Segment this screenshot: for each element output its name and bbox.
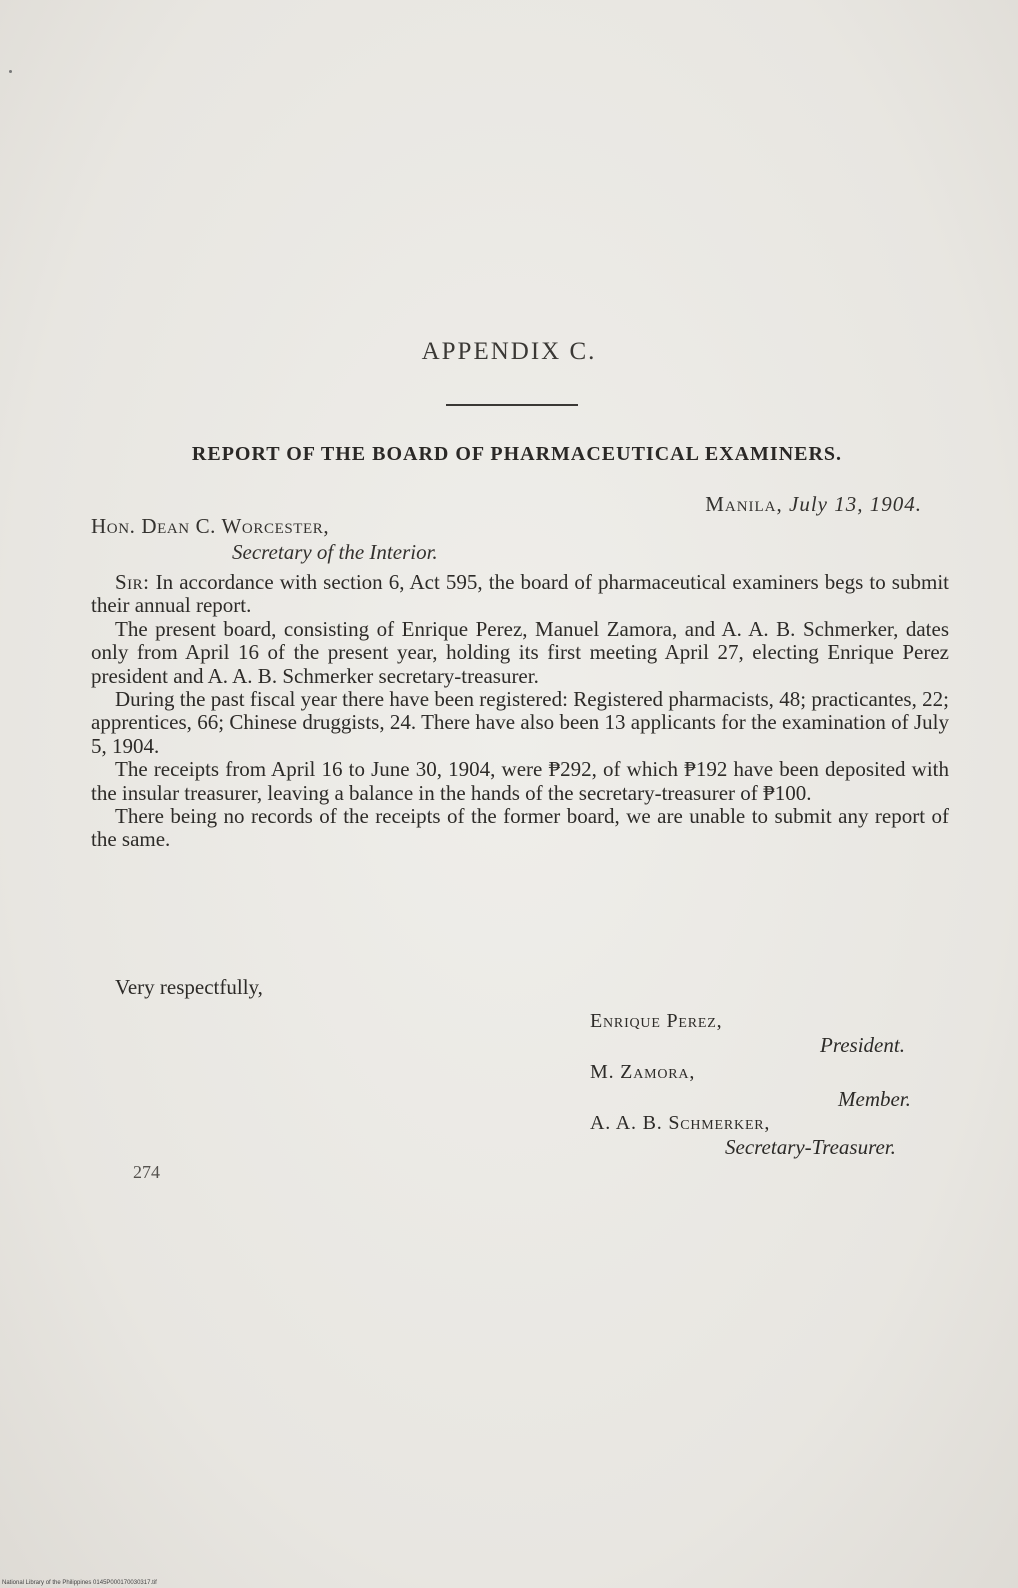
signature-role-member: Member. (838, 1087, 911, 1111)
paragraph-3: During the past fiscal year there have been registered: Registered pharmacists, 48; practicantes, 22; apprentices, 66; Chinese druggists, 24. There have also been 13 applicants for the examination of July 5, 1904. (91, 687, 949, 758)
dateline-place: Manila, (705, 492, 783, 516)
signature-role-secretary: Secretary-Treasurer. (725, 1135, 896, 1159)
paragraph-4: The receipts from April 16 to June 30, 1904, were ₱292, of which ₱192 have been deposited with the insular treasurer, leaving a balance in the hands of the secretary-treasurer of ₱100. (91, 757, 949, 805)
paragraph-1 (91, 571, 949, 618)
dateline (705, 492, 922, 517)
appendix-title: APPENDIX C. (421, 338, 597, 365)
signature-name-member: M. Zamora, (590, 1061, 696, 1083)
report-heading: REPORT OF THE BOARD OF PHARMACEUTICAL EXAMINERS. (191, 443, 843, 465)
dateline-date: July 13, 1904. (789, 492, 922, 516)
paragraph-5: There being no records of the receipts of the former board, we are unable to submit any report of the same. (91, 804, 949, 852)
addressee-name: Hon. Dean C. Worcester, (91, 514, 330, 538)
title-divider (446, 404, 578, 406)
signature-name-secretary: A. A. B. Schmerker, (590, 1112, 771, 1134)
letter-body (91, 571, 949, 852)
signature-role-president: President. (820, 1033, 905, 1057)
signature-name-president: Enrique Perez, (590, 1010, 723, 1032)
page-number: 274 (133, 1162, 160, 1182)
paragraph-1-text: In accordance with section 6, Act 595, the board of pharmaceutical examiners begs to submit their annual report. (91, 570, 949, 618)
closing: Very respectfully, (115, 975, 263, 999)
addressee-title: Secretary of the Interior. (232, 540, 438, 564)
scan-footer: National Library of the Philippines 0145P000170030317.tif (2, 1580, 157, 1586)
scan-speck (9, 70, 12, 73)
paragraph-2: The present board, consisting of Enrique Perez, Manuel Zamora, and A. A. B. Schmerker, dates only from April 16 of the present year, holding its first meeting April 27, electing Enrique Perez president and A. A. B. Schmerker secretary-treasurer. (91, 616, 949, 688)
salutation: Sir: (115, 570, 150, 594)
